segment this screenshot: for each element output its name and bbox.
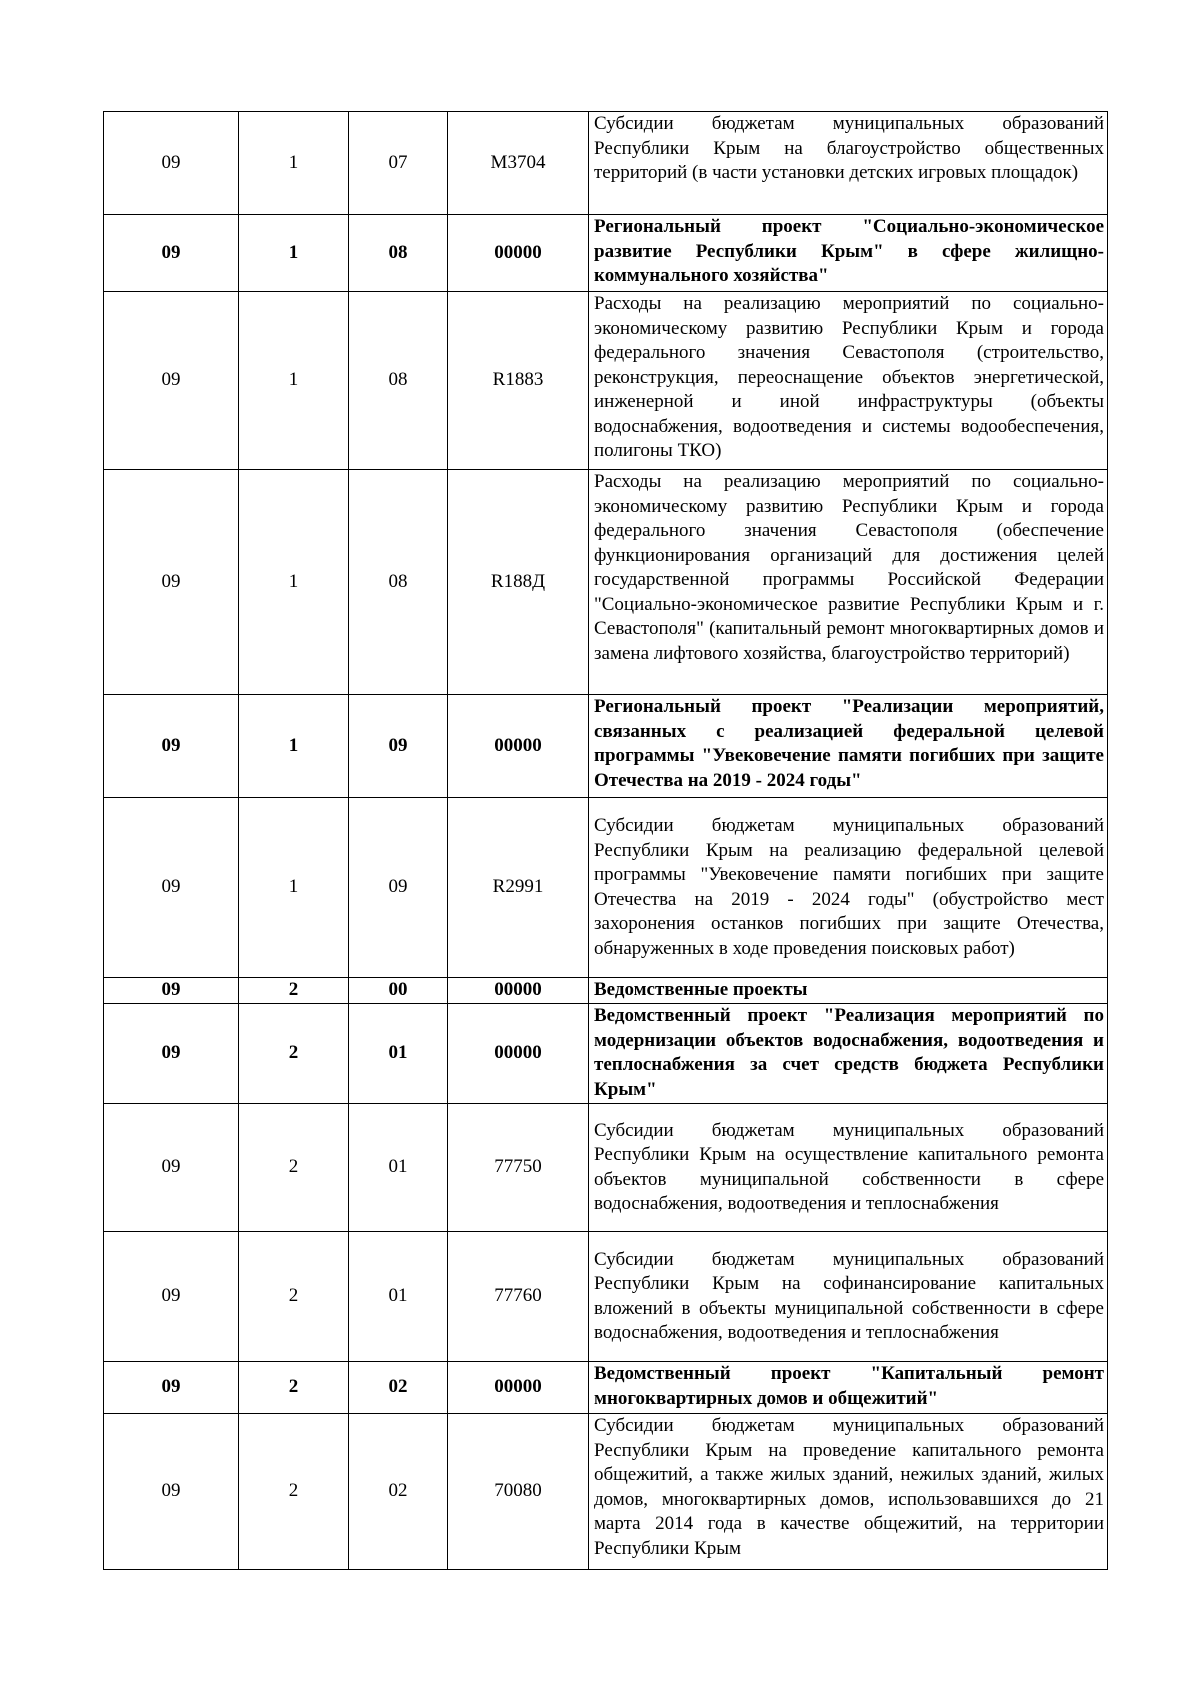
event-code-cell: 02 bbox=[349, 1362, 448, 1414]
subprogram-code-cell: 1 bbox=[239, 798, 349, 978]
description-cell bbox=[589, 215, 1108, 292]
subprogram-code-cell: 2 bbox=[239, 978, 349, 1004]
event-code-cell: 02 bbox=[349, 1414, 448, 1570]
direction-code-cell: 00000 bbox=[448, 215, 589, 292]
description-text: Субсидии бюджетам муниципальных образований Республики Крым на осуществление капитального ремонта объектов муниципальной собственности в сфере водоснабжения, водоотведения и теплоснабжения bbox=[594, 1119, 1104, 1214]
program-code-cell: 09 bbox=[104, 1414, 239, 1570]
program-code-cell: 09 bbox=[104, 1362, 239, 1414]
description-text: Субсидии бюджетам муниципальных образований Республики Крым на благоустройство общественных территорий (в части установки детских игровых площадок) bbox=[594, 113, 1104, 183]
event-code-cell: 08 bbox=[349, 470, 448, 695]
subprogram-code-cell: 1 bbox=[239, 112, 349, 215]
description-cell bbox=[589, 470, 1108, 695]
direction-code-cell: M3704 bbox=[448, 112, 589, 215]
description-cell bbox=[589, 1004, 1108, 1104]
event-code-cell: 09 bbox=[349, 798, 448, 978]
program-code-cell: 09 bbox=[104, 470, 239, 695]
subprogram-code-cell: 2 bbox=[239, 1004, 349, 1104]
description-cell bbox=[589, 695, 1108, 798]
program-code-cell: 09 bbox=[104, 112, 239, 215]
table-row bbox=[104, 1362, 1108, 1414]
subprogram-code-cell: 1 bbox=[239, 215, 349, 292]
table-row bbox=[104, 1004, 1108, 1104]
description-text: Ведомственный проект "Капитальный ремонт многоквартирных домов и общежитий" bbox=[594, 1363, 1104, 1409]
description-cell bbox=[589, 1362, 1108, 1414]
program-code-cell: 09 bbox=[104, 1232, 239, 1362]
table-row bbox=[104, 215, 1108, 292]
program-code-cell: 09 bbox=[104, 292, 239, 470]
table-row bbox=[104, 695, 1108, 798]
event-code-cell: 08 bbox=[349, 292, 448, 470]
subprogram-code-cell: 1 bbox=[239, 695, 349, 798]
direction-code-cell: 00000 bbox=[448, 1004, 589, 1104]
description-cell bbox=[589, 798, 1108, 978]
table-row bbox=[104, 470, 1108, 695]
description-text: Субсидии бюджетам муниципальных образований Республики Крым на реализацию федеральной целевой программы "Увековечение памяти погибших при защите Отечества на 2019 - 2024 годы" (обустройство мест захоронения останков погибших при защите Отечества, обнаруженных в ходе проведения поисковых работ) bbox=[594, 815, 1104, 959]
description-cell bbox=[589, 1104, 1108, 1232]
subprogram-code-cell: 1 bbox=[239, 470, 349, 695]
direction-code-cell: 00000 bbox=[448, 695, 589, 798]
subprogram-code-cell: 2 bbox=[239, 1232, 349, 1362]
event-code-cell: 01 bbox=[349, 1104, 448, 1232]
direction-code-cell: R1883 bbox=[448, 292, 589, 470]
table-row bbox=[104, 798, 1108, 978]
event-code-cell: 07 bbox=[349, 112, 448, 215]
description-cell bbox=[589, 292, 1108, 470]
description-cell bbox=[589, 1414, 1108, 1570]
direction-code-cell: 00000 bbox=[448, 1362, 589, 1414]
subprogram-code-cell: 1 bbox=[239, 292, 349, 470]
table-row bbox=[104, 292, 1108, 470]
table-row bbox=[104, 1414, 1108, 1570]
event-code-cell: 01 bbox=[349, 1232, 448, 1362]
subprogram-code-cell: 2 bbox=[239, 1362, 349, 1414]
direction-code-cell: 00000 bbox=[448, 978, 589, 1004]
description-cell bbox=[589, 978, 1108, 1004]
subprogram-code-cell: 2 bbox=[239, 1104, 349, 1232]
description-text: Региональный проект "Социально-экономическое развитие Республики Крым" в сфере жилищно-коммунального хозяйства" bbox=[594, 216, 1104, 286]
description-text: Расходы на реализацию мероприятий по социально-экономическому развитию Республики Крым и города федерального значения Севастополя (обеспечение функционирования организаций для достижения целей государственной программы Российской Федерации "Социально-экономическое развитие Республики Крым и г. Севастополя" (капитальный ремонт многоквартирных домов и замена лифтового хозяйства, благоустройство территорий) bbox=[594, 471, 1104, 664]
subprogram-code-cell: 2 bbox=[239, 1414, 349, 1570]
table-row bbox=[104, 978, 1108, 1004]
event-code-cell: 01 bbox=[349, 1004, 448, 1104]
table-row bbox=[104, 112, 1108, 215]
direction-code-cell: 77760 bbox=[448, 1232, 589, 1362]
description-cell bbox=[589, 112, 1108, 215]
direction-code-cell: R2991 bbox=[448, 798, 589, 978]
program-code-cell: 09 bbox=[104, 215, 239, 292]
program-code-cell: 09 bbox=[104, 695, 239, 798]
program-code-cell: 09 bbox=[104, 978, 239, 1004]
description-text: Региональный проект "Реализации мероприятий, связанных с реализацией федеральной целевой программы "Увековечение памяти погибших при защите Отечества на 2019 - 2024 годы" bbox=[594, 696, 1104, 791]
table-row bbox=[104, 1104, 1108, 1232]
description-text: Субсидии бюджетам муниципальных образований Республики Крым на проведение капитального ремонта общежитий, а также жилых зданий, нежилых зданий, жилых домов, многоквартирных домов, использовавшихся до 21 марта 2014 года в качестве общежитий, на территории Республики Крым bbox=[594, 1415, 1104, 1559]
event-code-cell: 00 bbox=[349, 978, 448, 1004]
description-text: Ведомственные проекты bbox=[594, 979, 808, 1000]
program-code-cell: 09 bbox=[104, 798, 239, 978]
direction-code-cell: 70080 bbox=[448, 1414, 589, 1570]
event-code-cell: 09 bbox=[349, 695, 448, 798]
program-code-cell: 09 bbox=[104, 1004, 239, 1104]
direction-code-cell: R188Д bbox=[448, 470, 589, 695]
description-cell bbox=[589, 1232, 1108, 1362]
table-row bbox=[104, 1232, 1108, 1362]
event-code-cell: 08 bbox=[349, 215, 448, 292]
budget-classification-table bbox=[103, 111, 1108, 1570]
description-text: Субсидии бюджетам муниципальных образований Республики Крым на софинансирование капитальных вложений в объекты муниципальной собственности в сфере водоснабжения, водоотведения и теплоснабжения bbox=[594, 1248, 1104, 1343]
description-text: Ведомственный проект "Реализация мероприятий по модернизации объектов водоснабжения, водоотведения и теплоснабжения за счет средств бюджета Республики Крым" bbox=[594, 1005, 1104, 1100]
direction-code-cell: 77750 bbox=[448, 1104, 589, 1232]
program-code-cell: 09 bbox=[104, 1104, 239, 1232]
description-text: Расходы на реализацию мероприятий по социально-экономическому развитию Республики Крым и города федерального значения Севастополя (строительство, реконструкция, переоснащение объектов энергетической, инженерной и иной инфраструктуры (объекты водоснабжения, водоотведения и системы водообеспечения, полигоны ТКО) bbox=[594, 293, 1104, 461]
